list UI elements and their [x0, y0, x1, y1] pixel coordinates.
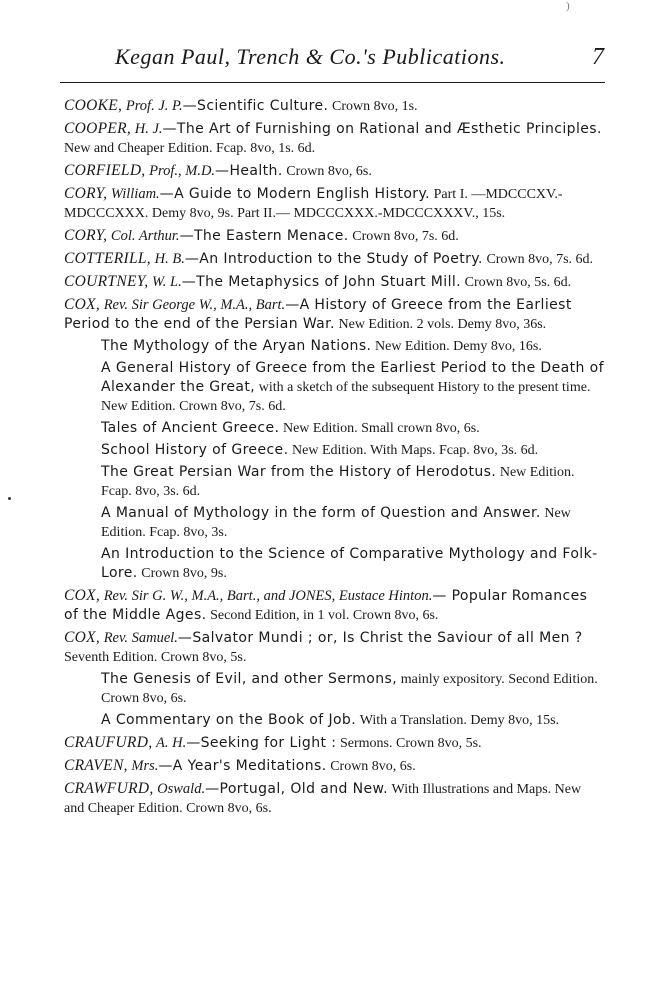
- book-title: — Popular Romances of the Middle Ages.: [64, 588, 588, 623]
- author-name: CRAVEN,: [64, 757, 128, 774]
- publication-details: Crown 8vo, 6s.: [330, 759, 416, 774]
- author-name: COX,: [64, 587, 101, 604]
- running-title: Kegan Paul, Trench & Co.'s Publications.: [115, 44, 506, 69]
- author-qualifier: H. B.: [154, 251, 185, 267]
- author-name: CORFIELD,: [64, 162, 146, 179]
- book-title: —Salvator Mundi ; or, Is Christ the Saviour of all Men ?: [177, 630, 583, 646]
- author-qualifier: A. H.: [156, 735, 187, 751]
- publication-details: New Edition. Fcap. 8vo, 3s. 6d.: [101, 465, 575, 499]
- author-qualifier: Rev. Samuel.: [103, 630, 178, 646]
- book-title: A General History of Greece from the Earliest Period to the Death of Alexander the Great,: [101, 360, 604, 395]
- catalogue-entry: [64, 184, 604, 223]
- book-title: —Portugal, Old and New.: [205, 781, 388, 797]
- author-name: CRAWFURD,: [64, 780, 154, 797]
- author-name: COOPER,: [64, 120, 132, 137]
- author-qualifier: Prof., M.D.: [149, 163, 216, 179]
- catalogue-entry: [64, 779, 604, 818]
- publication-details: Crown 8vo, 9s.: [141, 566, 227, 581]
- author-name: CRAUFURD,: [64, 734, 153, 751]
- catalogue-entry: [64, 419, 604, 438]
- author-qualifier: Rev. Sir George W., M.A., Bart.: [103, 297, 286, 313]
- publication-details: New Edition. Small crown 8vo, 6s.: [282, 421, 480, 436]
- catalogue-entry: [64, 359, 604, 416]
- catalogue-entry: [64, 161, 604, 181]
- publication-details: Crown 8vo, 1s.: [331, 99, 418, 114]
- catalogue-entry: [64, 337, 604, 356]
- book-title: —A Guide to Modern English History.: [159, 186, 431, 202]
- publication-details: with a sketch of the subsequent History to the present time. New Edition. Crown 8vo, 7s. 6d.: [101, 380, 591, 414]
- publication-details: Part I. —MDCCCXV.-MDCCCXXX. Demy 8vo, 9s. Part II.— MDCCCXXX.-MDCCCXXXV., 15s.: [64, 187, 563, 221]
- book-title: —Health.: [215, 163, 283, 179]
- running-header: [60, 42, 610, 76]
- publication-details: New Edition. Demy 8vo, 16s.: [375, 339, 542, 354]
- book-title: A Manual of Mythology in the form of Question and Answer.: [101, 505, 541, 521]
- publication-details: Crown 8vo, 6s.: [286, 164, 372, 179]
- book-title: The Mythology of the Aryan Nations.: [101, 338, 372, 354]
- publication-details: New Edition. 2 vols. Demy 8vo, 36s.: [338, 317, 547, 332]
- margin-dot: [8, 497, 11, 500]
- book-title: Tales of Ancient Greece.: [101, 420, 280, 436]
- author-qualifier: H. J.: [134, 121, 163, 137]
- book-title: —The Metaphysics of John Stuart Mill.: [181, 274, 461, 290]
- author-qualifier: W. L.: [152, 274, 182, 290]
- catalogue-entry: [64, 463, 604, 501]
- book-title: —Seeking for Light :: [186, 735, 337, 751]
- catalogue-entries: [64, 96, 604, 821]
- author-qualifier: Mrs.: [131, 758, 159, 774]
- catalogue-entry: [64, 119, 604, 158]
- book-title: —An Introduction to the Study of Poetry.: [184, 251, 483, 267]
- author-qualifier: Col. Arthur.: [110, 228, 180, 244]
- publication-details: New Edition. Fcap. 8vo, 3s.: [101, 506, 571, 540]
- publication-details: New and Cheaper Edition. Fcap. 8vo, 1s. 6d.: [64, 141, 316, 156]
- book-title: —A History of Greece from the Earliest Period to the end of the Persian War.: [64, 297, 572, 332]
- book-title: A Commentary on the Book of Job.: [101, 712, 357, 728]
- page-number: 7: [592, 44, 604, 70]
- author-name: COURTNEY,: [64, 273, 149, 290]
- author-qualifier: Rev. Sir G. W., M.A., Bart., and JONES, Eustace Hinton.: [103, 588, 433, 604]
- publication-details: Sermons. Crown 8vo, 5s.: [339, 736, 482, 751]
- publication-details: Seventh Edition. Crown 8vo, 5s.: [64, 650, 247, 665]
- catalogue-entry: [64, 756, 604, 776]
- author-name: COOKE,: [64, 97, 123, 114]
- catalogue-entry: [64, 272, 604, 292]
- author-name: CORY,: [64, 185, 108, 202]
- catalogue-entry: [64, 545, 604, 583]
- book-title: An Introduction to the Science of Comparative Mythology and Folk-Lore.: [101, 546, 598, 581]
- catalogue-entry: [64, 504, 604, 542]
- author-qualifier: Oswald.: [157, 781, 206, 797]
- author-name: COTTERILL,: [64, 250, 151, 267]
- book-title: The Genesis of Evil, and other Sermons,: [101, 671, 398, 687]
- book-title: —The Eastern Menace.: [179, 228, 349, 244]
- catalogue-entry: [64, 733, 604, 753]
- author-qualifier: William.: [110, 186, 160, 202]
- catalogue-entry: [64, 249, 604, 269]
- catalogue-entry: [64, 586, 604, 625]
- catalogue-entry: [64, 295, 604, 334]
- catalogue-entry: [64, 226, 604, 246]
- author-name: COX,: [64, 296, 101, 313]
- corner-blemish: ): [566, 0, 570, 12]
- publication-details: Crown 8vo, 7s. 6d.: [486, 252, 594, 267]
- publication-details: New Edition. With Maps. Fcap. 8vo, 3s. 6d.: [292, 443, 539, 458]
- catalogue-entry: [64, 441, 604, 460]
- book-title: The Great Persian War from the History of Herodotus.: [101, 464, 497, 480]
- book-title: —Scientific Culture.: [182, 98, 329, 114]
- author-qualifier: Prof. J. P.: [125, 98, 183, 114]
- author-name: COX,: [64, 629, 101, 646]
- catalogue-entry: [64, 670, 604, 708]
- publication-details: With Illustrations and Maps. New and Cheaper Edition. Crown 8vo, 6s.: [64, 782, 582, 816]
- book-title: School History of Greece.: [101, 442, 289, 458]
- header-rule: [60, 82, 605, 83]
- publication-details: Crown 8vo, 5s. 6d.: [464, 275, 572, 290]
- author-name: CORY,: [64, 227, 108, 244]
- publication-details: mainly expository. Second Edition. Crown 8vo, 6s.: [101, 672, 598, 706]
- publication-details: Second Edition, in 1 vol. Crown 8vo, 6s.: [210, 608, 439, 623]
- book-title: —The Art of Furnishing on Rational and Æsthetic Principles.: [162, 121, 602, 137]
- book-title: —A Year's Meditations.: [158, 758, 327, 774]
- catalogue-entry: [64, 711, 604, 730]
- catalogue-entry: [64, 96, 604, 116]
- publication-details: Crown 8vo, 7s. 6d.: [352, 229, 459, 244]
- publication-details: With a Translation. Demy 8vo, 15s.: [359, 713, 560, 728]
- catalogue-entry: [64, 628, 604, 667]
